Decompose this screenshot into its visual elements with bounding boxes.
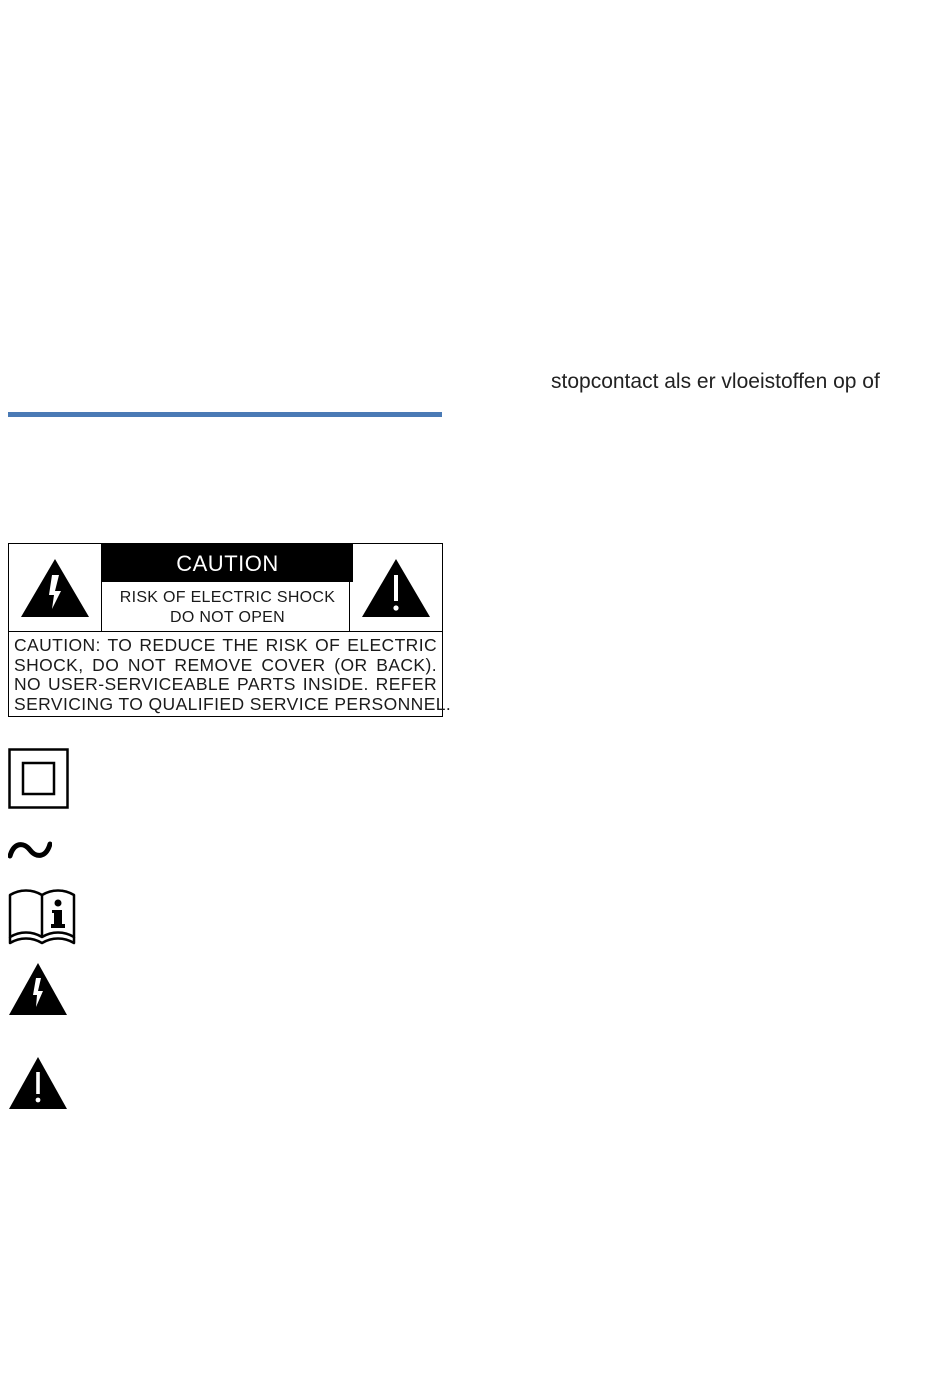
ac-voltage-tilde-icon [8, 836, 52, 869]
caution-subtitle-line2: DO NOT OPEN [169, 609, 286, 626]
lightning-warning-icon [8, 962, 68, 1021]
caution-subtitle-line1: RISK OF ELECTRIC SHOCK [119, 589, 336, 606]
exclamation-warning-icon [8, 1056, 68, 1115]
caution-label [8, 543, 452, 717]
caution-warning-line: NO USER-SERVICEABLE PARTS INSIDE. REFER [14, 674, 437, 694]
caution-warning-line: SHOCK, DO NOT REMOVE COVER (OR BACK). [14, 654, 437, 675]
lightning-warning-icon [9, 544, 102, 631]
exclamation-warning-icon [349, 544, 442, 631]
caution-title: CAUTION [102, 544, 353, 582]
caution-warning-line: SERVICING TO QUALIFIED SERVICE PERSONNEL. [14, 693, 452, 714]
read-manual-info-icon [8, 887, 78, 950]
caution-label-header [9, 544, 442, 632]
caution-warning-line: CAUTION: TO REDUCE THE RISK OF ELECTRIC [14, 635, 437, 655]
caution-center [102, 544, 353, 631]
section-divider [8, 412, 442, 417]
class-ii-double-insulation-icon [8, 748, 70, 815]
caution-subtitle [102, 582, 353, 628]
body-text-fragment: stopcontact als er vloeistoffen op of [551, 370, 880, 393]
caution-warning-text [14, 635, 452, 714]
